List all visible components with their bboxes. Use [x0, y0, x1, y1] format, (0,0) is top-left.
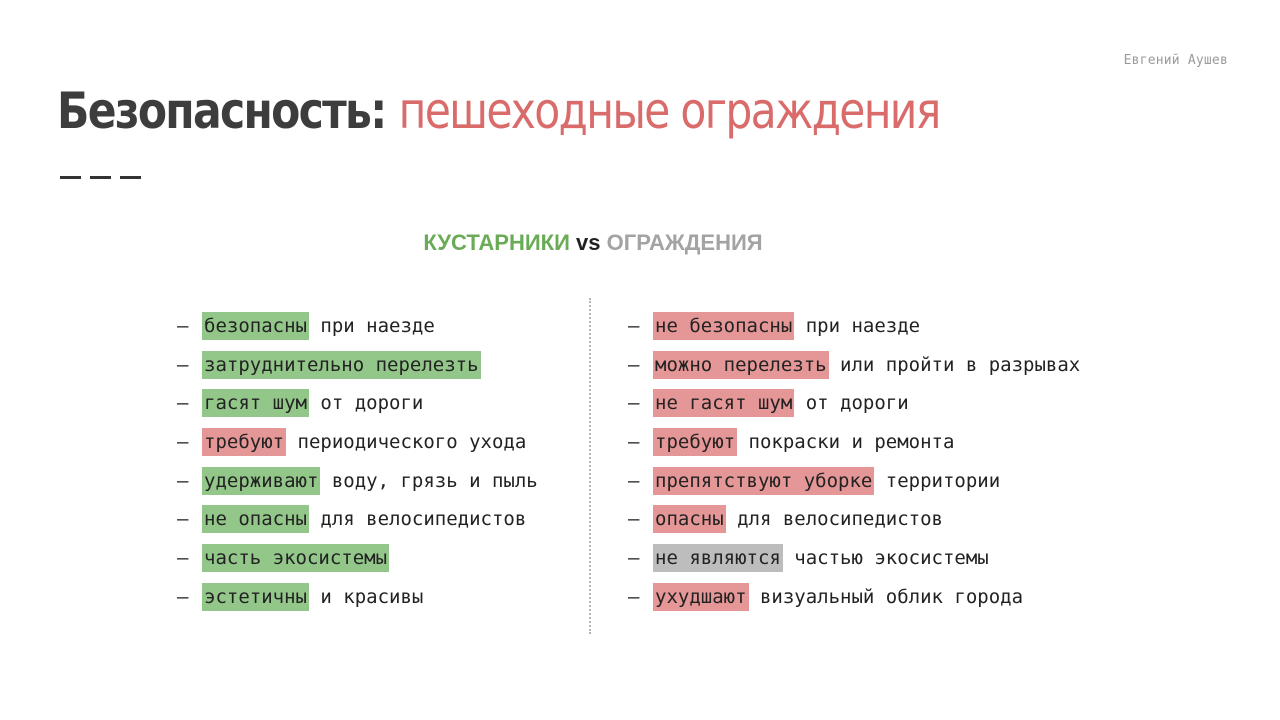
- highlighted-phrase: можно перелезть: [653, 351, 829, 379]
- highlighted-phrase: требуют: [653, 428, 737, 456]
- list-item: [628, 311, 1080, 350]
- highlighted-phrase: не безопасны: [653, 312, 794, 340]
- highlighted-phrase: гасят шум: [202, 389, 309, 417]
- list-item: [628, 466, 1080, 505]
- list-item: [628, 350, 1080, 389]
- highlighted-phrase: опасны: [653, 505, 726, 533]
- bullet-dash: —: [177, 315, 189, 337]
- bullet-dash: —: [628, 469, 640, 492]
- bullet-dash: —: [628, 392, 640, 415]
- highlighted-phrase: требуют: [202, 428, 286, 456]
- list-item: [628, 543, 1080, 582]
- list-item: [177, 582, 538, 621]
- bullet-dash: —: [177, 547, 189, 570]
- item-text: от дороги: [794, 392, 909, 415]
- item-text: при наезде: [794, 315, 921, 337]
- comparison-heading: [0, 230, 1186, 256]
- list-item: [177, 543, 538, 582]
- item-text: для велосипедистов: [725, 508, 943, 531]
- list-item: [628, 427, 1080, 466]
- heading-vs: vs: [576, 230, 601, 255]
- item-text: территории: [874, 469, 1001, 492]
- bullet-dash: —: [628, 353, 640, 376]
- list-item: [177, 504, 538, 543]
- bullet-dash: —: [177, 469, 189, 492]
- item-text: частью экосистемы: [782, 547, 989, 570]
- list-item: [177, 427, 538, 466]
- bullet-dash: —: [177, 431, 189, 454]
- bullet-dash: —: [177, 353, 189, 376]
- highlighted-phrase: удерживают: [202, 467, 320, 495]
- list-item: [177, 388, 538, 427]
- item-text: при наезде: [308, 315, 435, 337]
- shrubs-list: [177, 311, 538, 621]
- title-accent: пешеходные ограждения: [398, 82, 940, 140]
- bullet-dash: —: [177, 392, 189, 415]
- item-text: для велосипедистов: [308, 508, 527, 531]
- list-item: [177, 350, 538, 389]
- item-text: визуальный облик города: [748, 585, 1024, 608]
- bullet-dash: —: [628, 585, 640, 608]
- bullet-dash: —: [628, 508, 640, 531]
- list-item: [177, 311, 538, 350]
- fences-list: [628, 311, 1080, 621]
- bullet-dash: —: [628, 315, 640, 337]
- page-title: [57, 78, 940, 144]
- item-text: и красивы: [308, 585, 424, 608]
- list-item: [628, 582, 1080, 621]
- bullet-dash: —: [628, 431, 640, 454]
- highlighted-phrase: затруднительно перелезть: [202, 351, 481, 379]
- author-name: Евгений Аушев: [1123, 53, 1228, 68]
- dash-decor: [120, 176, 141, 179]
- bullet-dash: —: [177, 508, 189, 531]
- highlighted-phrase: ухудшают: [653, 583, 749, 611]
- list-item: [177, 466, 538, 505]
- list-item: [628, 504, 1080, 543]
- highlighted-phrase: не являются: [653, 544, 783, 572]
- heading-fences: ОГРАЖДЕНИЯ: [606, 230, 763, 255]
- list-item: [628, 388, 1080, 427]
- highlighted-phrase: эстетичны: [202, 583, 309, 611]
- bullet-dash: —: [628, 547, 640, 570]
- highlighted-phrase: не опасны: [202, 505, 309, 533]
- item-text: периодического ухода: [286, 431, 527, 454]
- column-divider: [589, 298, 591, 634]
- highlighted-phrase: безопасны: [202, 312, 309, 340]
- dash-decor: [60, 176, 81, 179]
- highlighted-phrase: препятствуют уборке: [653, 467, 874, 495]
- title-main: Безопасность:: [57, 82, 386, 140]
- item-text: или пройти в разрывах: [828, 353, 1081, 376]
- highlighted-phrase: часть экосистемы: [202, 544, 389, 572]
- item-text: от дороги: [308, 392, 424, 415]
- bullet-dash: —: [177, 585, 189, 608]
- heading-shrubs: КУСТАРНИКИ: [423, 230, 570, 255]
- highlighted-phrase: не гасят шум: [653, 389, 794, 417]
- title-underline-dashes: [60, 176, 141, 179]
- item-text: воду, грязь и пыль: [320, 469, 538, 492]
- dash-decor: [90, 176, 111, 179]
- item-text: покраски и ремонта: [737, 431, 955, 454]
